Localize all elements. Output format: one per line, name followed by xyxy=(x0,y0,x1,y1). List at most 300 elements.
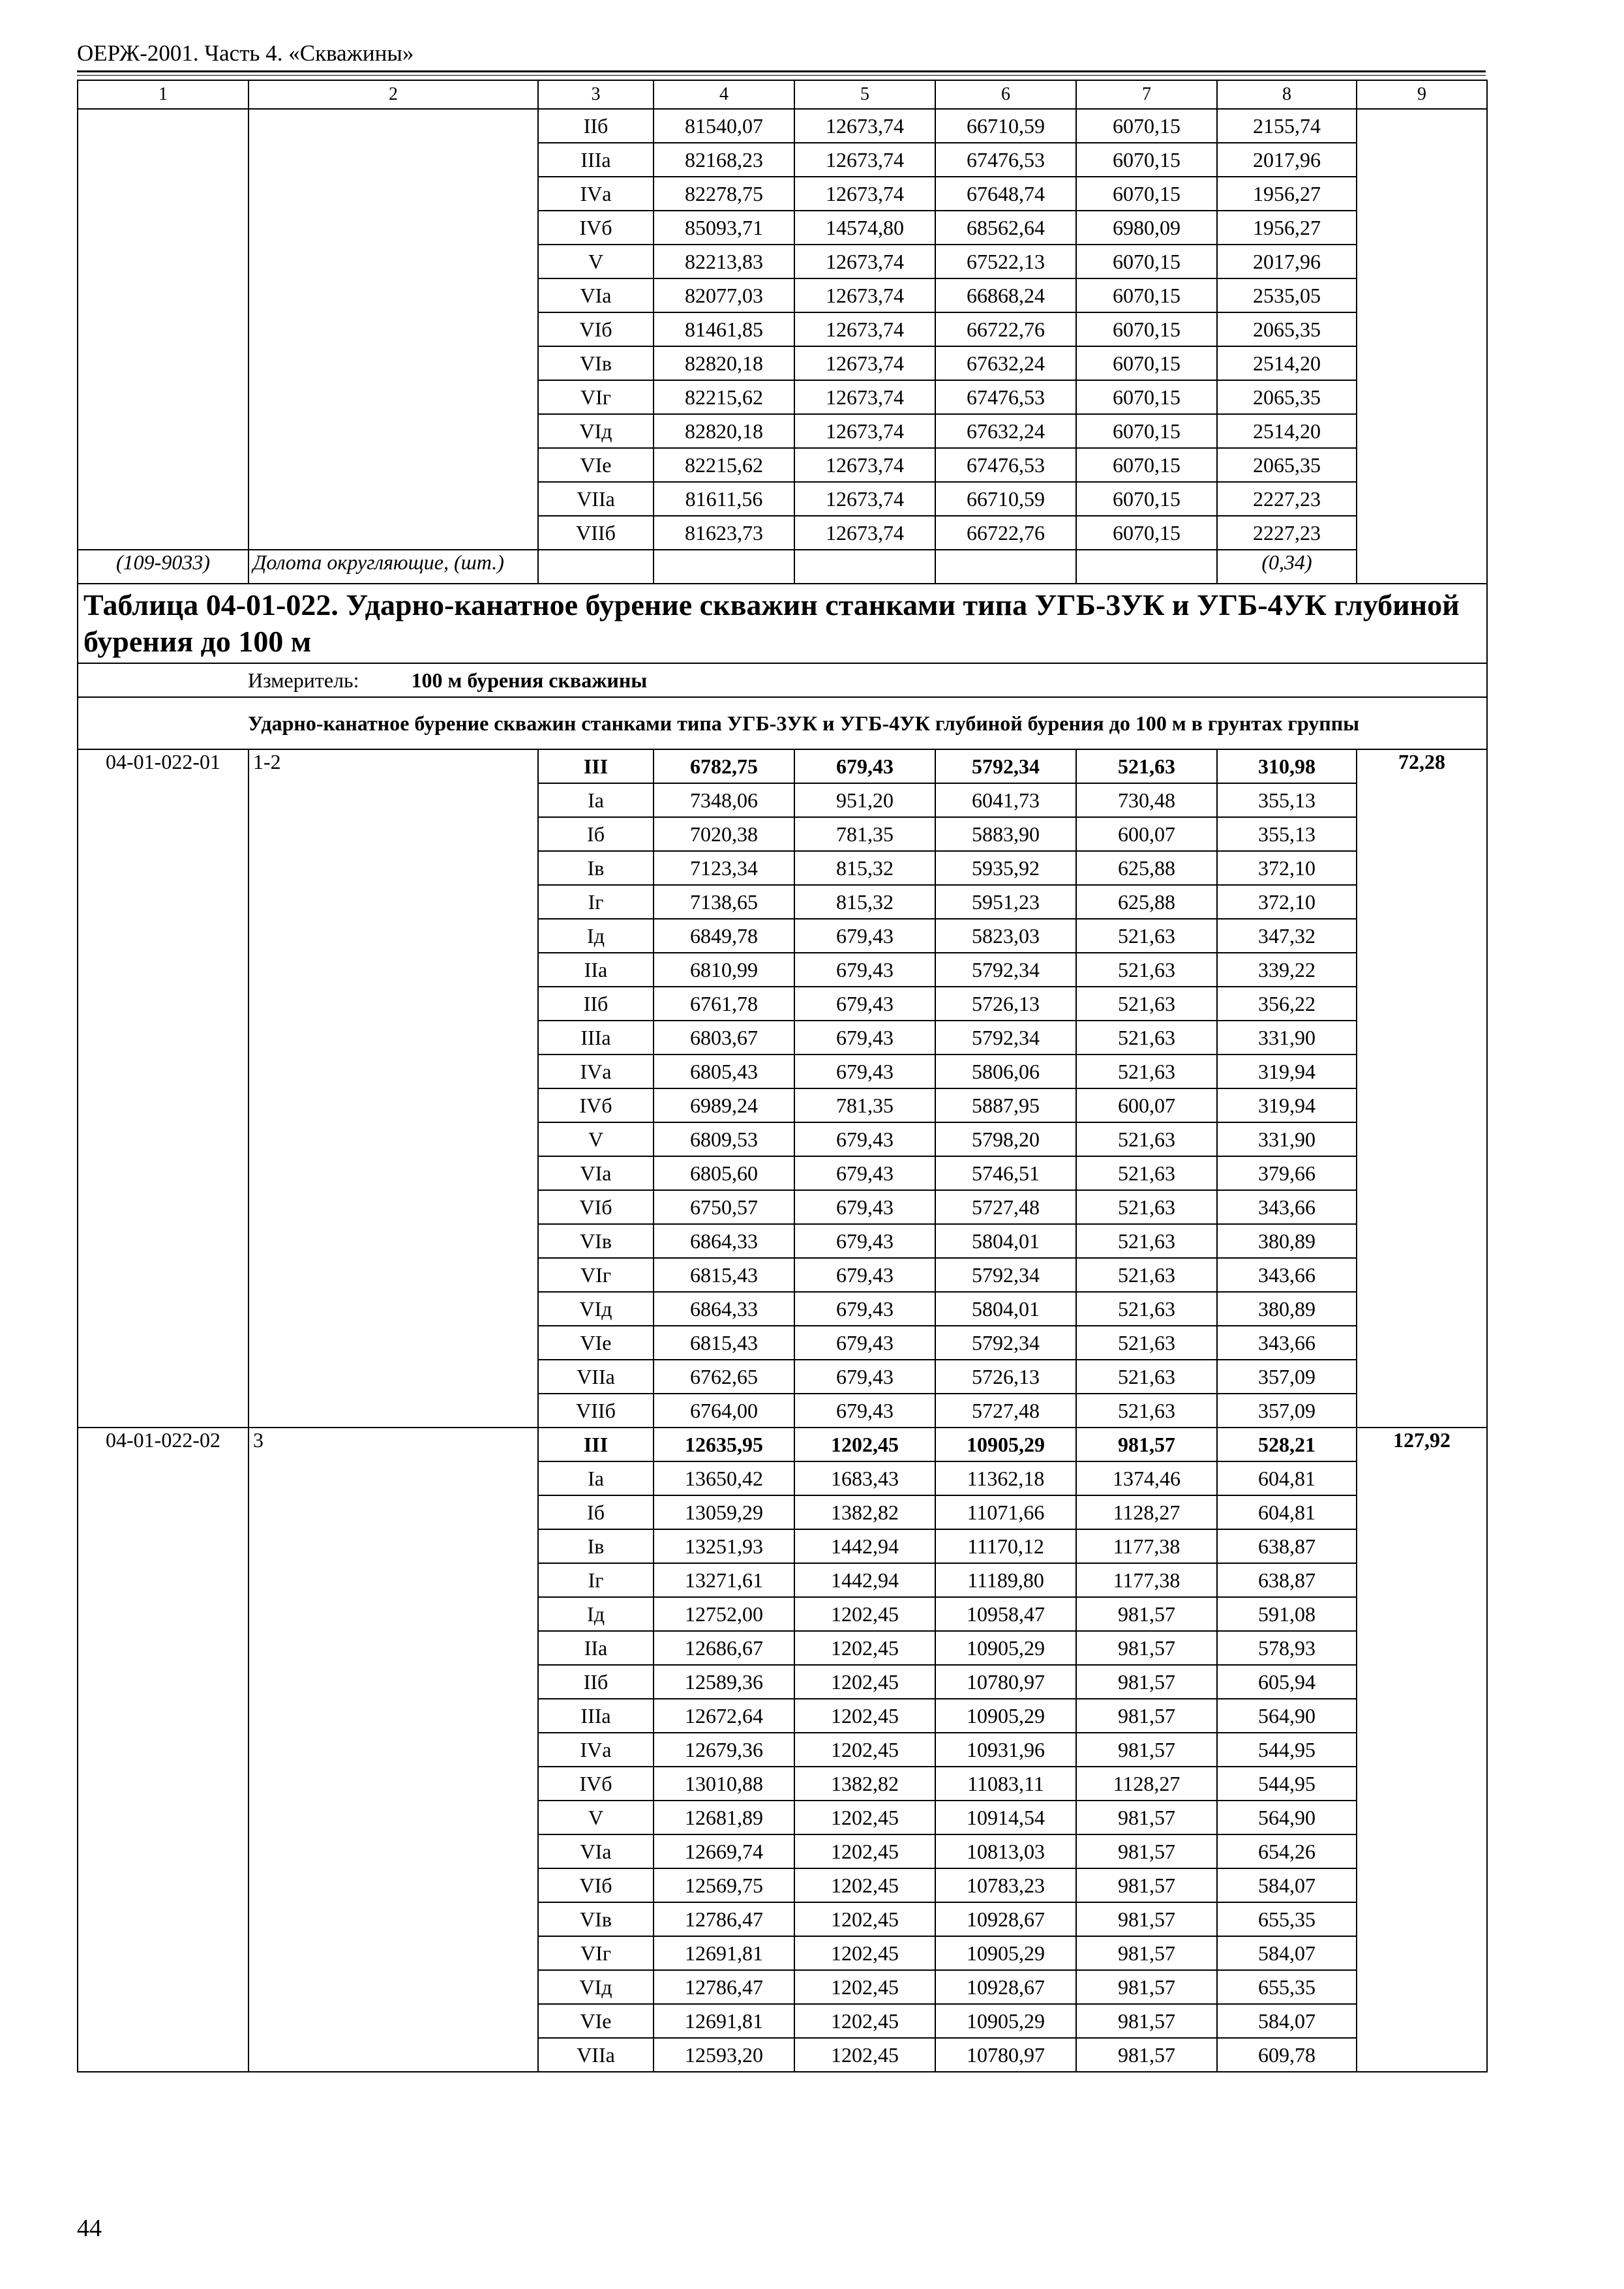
group-cell: VIд xyxy=(538,1292,654,1326)
total-cost-cell: 6782,75 xyxy=(654,749,794,783)
materials-cell: 343,66 xyxy=(1217,1258,1357,1292)
total-cost-cell: 6803,67 xyxy=(654,1021,794,1055)
empty-cell xyxy=(794,550,935,584)
materials-cell: 331,90 xyxy=(1217,1122,1357,1156)
column-number-cell: 9 xyxy=(1357,80,1487,109)
page-number: 44 xyxy=(77,2215,102,2242)
materials-cell: 339,22 xyxy=(1217,953,1357,987)
materials-cell: 355,13 xyxy=(1217,817,1357,851)
group-cell: IVа xyxy=(538,1733,654,1767)
machinists-wages-cell: 981,57 xyxy=(1076,1428,1217,1461)
machinists-wages-cell: 981,57 xyxy=(1076,1631,1217,1665)
machinists-wages-cell: 981,57 xyxy=(1076,1970,1217,2004)
machines-cell: 5727,48 xyxy=(935,1394,1076,1428)
wages-cell: 1202,45 xyxy=(794,1970,935,2004)
total-cost-cell: 12691,81 xyxy=(654,1936,794,1970)
code-cell-empty xyxy=(78,109,248,550)
total-cost-cell: 81611,56 xyxy=(654,482,794,516)
machines-cell: 11362,18 xyxy=(935,1461,1076,1495)
total-cost-cell: 6864,33 xyxy=(654,1224,794,1258)
column-number-row xyxy=(78,80,1487,109)
machines-cell: 5792,34 xyxy=(935,1258,1076,1292)
wages-cell: 1683,43 xyxy=(794,1461,935,1495)
empty-cell xyxy=(538,550,654,584)
machines-cell: 5883,90 xyxy=(935,817,1076,851)
group-cell: Iа xyxy=(538,1461,654,1495)
wages-cell: 12673,74 xyxy=(794,414,935,448)
group-cell: Iг xyxy=(538,1563,654,1597)
total-cost-cell: 81540,07 xyxy=(654,109,794,143)
wages-cell: 679,43 xyxy=(794,1224,935,1258)
group-cell: VIе xyxy=(538,1326,654,1360)
machines-cell: 10905,29 xyxy=(935,1428,1076,1461)
group-cell: IVа xyxy=(538,177,654,211)
group-cell: VIб xyxy=(538,312,654,346)
group-cell: IIа xyxy=(538,1631,654,1665)
machines-cell: 67476,53 xyxy=(935,380,1076,414)
group-cell: Iа xyxy=(538,783,654,817)
machines-cell: 66868,24 xyxy=(935,278,1076,312)
machines-cell: 5726,13 xyxy=(935,1360,1076,1394)
total-cost-cell: 82820,18 xyxy=(654,414,794,448)
machinists-wages-cell: 981,57 xyxy=(1076,2038,1217,2072)
group-cell: VIIб xyxy=(538,516,654,550)
total-cost-cell: 13650,42 xyxy=(654,1461,794,1495)
wages-cell: 1202,45 xyxy=(794,1733,935,1767)
group-cell: VIIа xyxy=(538,2038,654,2072)
materials-cell: 1956,27 xyxy=(1217,211,1357,245)
wages-cell: 679,43 xyxy=(794,953,935,987)
machinists-wages-cell: 1128,27 xyxy=(1076,1767,1217,1801)
machines-cell: 5804,01 xyxy=(935,1292,1076,1326)
wages-cell: 12673,74 xyxy=(794,380,935,414)
col9-cell-empty xyxy=(1357,109,1487,584)
wages-cell: 1202,45 xyxy=(794,1902,935,1936)
materials-cell: 564,90 xyxy=(1217,1801,1357,1834)
group-cell: Iг xyxy=(538,885,654,919)
group-cell: IIIа xyxy=(538,143,654,177)
materials-cell: 638,87 xyxy=(1217,1563,1357,1597)
group-cell: VIе xyxy=(538,448,654,482)
measure-label: Измеритель: xyxy=(248,668,359,692)
wages-cell: 679,43 xyxy=(794,1122,935,1156)
materials-cell: 2227,23 xyxy=(1217,482,1357,516)
materials-cell: 2227,23 xyxy=(1217,516,1357,550)
column-number-cell: 6 xyxy=(935,80,1076,109)
machines-cell: 5792,34 xyxy=(935,953,1076,987)
materials-cell: 544,95 xyxy=(1217,1767,1357,1801)
machinists-wages-cell: 6070,15 xyxy=(1076,482,1217,516)
materials-cell: 356,22 xyxy=(1217,987,1357,1021)
machines-cell: 11083,11 xyxy=(935,1767,1076,1801)
wages-cell: 679,43 xyxy=(794,1156,935,1190)
machines-cell: 10780,97 xyxy=(935,2038,1076,2072)
col9-cell: 72,28 xyxy=(1357,749,1487,1428)
group-cell: VIг xyxy=(538,1258,654,1292)
materials-cell: 544,95 xyxy=(1217,1733,1357,1767)
machines-cell: 6041,73 xyxy=(935,783,1076,817)
wages-cell: 1202,45 xyxy=(794,1631,935,1665)
total-cost-cell: 7138,65 xyxy=(654,885,794,919)
wages-cell: 1202,45 xyxy=(794,1801,935,1834)
name-cell-empty xyxy=(248,109,538,550)
machinists-wages-cell: 981,57 xyxy=(1076,1902,1217,1936)
machinists-wages-cell: 6070,15 xyxy=(1076,143,1217,177)
group-cell: VIв xyxy=(538,1902,654,1936)
group-cell: VIв xyxy=(538,1224,654,1258)
total-cost-cell: 82820,18 xyxy=(654,346,794,380)
total-cost-cell: 6989,24 xyxy=(654,1088,794,1122)
group-cell: V xyxy=(538,1801,654,1834)
wages-cell: 12673,74 xyxy=(794,143,935,177)
group-cell: VIе xyxy=(538,2004,654,2038)
group-cell: VIд xyxy=(538,414,654,448)
materials-cell: 2065,35 xyxy=(1217,312,1357,346)
header-rule-thin xyxy=(77,75,1486,76)
materials-cell: 379,66 xyxy=(1217,1156,1357,1190)
wages-cell: 12673,74 xyxy=(794,177,935,211)
machines-cell: 66710,59 xyxy=(935,109,1076,143)
machines-cell: 11170,12 xyxy=(935,1529,1076,1563)
wages-cell: 679,43 xyxy=(794,1360,935,1394)
machinists-wages-cell: 521,63 xyxy=(1076,749,1217,783)
total-cost-cell: 12593,20 xyxy=(654,2038,794,2072)
item-group-cell: 3 xyxy=(248,1428,538,2072)
total-cost-cell: 12672,64 xyxy=(654,1699,794,1733)
total-cost-cell: 6762,65 xyxy=(654,1360,794,1394)
material-qty-cell: (0,34) xyxy=(1217,550,1357,584)
machinists-wages-cell: 521,63 xyxy=(1076,987,1217,1021)
table-title-row xyxy=(78,584,1487,663)
total-cost-cell: 13010,88 xyxy=(654,1767,794,1801)
materials-cell: 638,87 xyxy=(1217,1529,1357,1563)
machines-cell: 66710,59 xyxy=(935,482,1076,516)
materials-cell: 343,66 xyxy=(1217,1326,1357,1360)
wages-cell: 1202,45 xyxy=(794,1834,935,1868)
materials-cell: 331,90 xyxy=(1217,1021,1357,1055)
machinists-wages-cell: 521,63 xyxy=(1076,1394,1217,1428)
machinists-wages-cell: 6070,15 xyxy=(1076,312,1217,346)
machinists-wages-cell: 521,63 xyxy=(1076,1156,1217,1190)
wages-cell: 679,43 xyxy=(794,919,935,953)
total-cost-cell: 12589,36 xyxy=(654,1665,794,1699)
measure-unit: 100 м бурения скважины xyxy=(411,668,648,692)
group-cell: VIIа xyxy=(538,1360,654,1394)
table-row xyxy=(78,749,1487,783)
machinists-wages-cell: 521,63 xyxy=(1076,1190,1217,1224)
group-cell: VIIб xyxy=(538,1394,654,1428)
machinists-wages-cell: 981,57 xyxy=(1076,1665,1217,1699)
total-cost-cell: 12669,74 xyxy=(654,1834,794,1868)
materials-cell: 2065,35 xyxy=(1217,448,1357,482)
machines-cell: 67522,13 xyxy=(935,245,1076,278)
total-cost-cell: 82278,75 xyxy=(654,177,794,211)
materials-cell: 591,08 xyxy=(1217,1597,1357,1631)
wages-cell: 679,43 xyxy=(794,1326,935,1360)
total-cost-cell: 6805,60 xyxy=(654,1156,794,1190)
materials-cell: 584,07 xyxy=(1217,2004,1357,2038)
wages-cell: 1442,94 xyxy=(794,1563,935,1597)
wages-cell: 1202,45 xyxy=(794,2004,935,2038)
machines-cell: 5951,23 xyxy=(935,885,1076,919)
group-cell: VIг xyxy=(538,380,654,414)
wages-cell: 679,43 xyxy=(794,1190,935,1224)
machines-cell: 10780,97 xyxy=(935,1665,1076,1699)
machinists-wages-cell: 981,57 xyxy=(1076,1699,1217,1733)
wages-cell: 679,43 xyxy=(794,1055,935,1088)
group-cell: VIа xyxy=(538,278,654,312)
machines-cell: 67476,53 xyxy=(935,143,1076,177)
total-cost-cell: 12569,75 xyxy=(654,1868,794,1902)
wages-cell: 12673,74 xyxy=(794,312,935,346)
machines-cell: 5746,51 xyxy=(935,1156,1076,1190)
total-cost-cell: 12786,47 xyxy=(654,1970,794,2004)
group-cell: IIIа xyxy=(538,1699,654,1733)
total-cost-cell: 12786,47 xyxy=(654,1902,794,1936)
group-cell: Iб xyxy=(538,1495,654,1529)
wages-cell: 679,43 xyxy=(794,1292,935,1326)
machinists-wages-cell: 6070,15 xyxy=(1076,380,1217,414)
materials-cell: 604,81 xyxy=(1217,1461,1357,1495)
materials-cell: 2017,96 xyxy=(1217,143,1357,177)
materials-cell: 380,89 xyxy=(1217,1292,1357,1326)
running-header: ОЕРЖ-2001. Часть 4. «Скважины» xyxy=(77,40,414,66)
wages-cell: 1202,45 xyxy=(794,1868,935,1902)
item-code-cell: 04-01-022-02 xyxy=(78,1428,248,2072)
wages-cell: 815,32 xyxy=(794,885,935,919)
group-cell: IIб xyxy=(538,987,654,1021)
materials-cell: 654,26 xyxy=(1217,1834,1357,1868)
group-cell: V xyxy=(538,245,654,278)
materials-cell: 655,35 xyxy=(1217,1902,1357,1936)
machines-cell: 10931,96 xyxy=(935,1733,1076,1767)
machinists-wages-cell: 625,88 xyxy=(1076,851,1217,885)
wages-cell: 679,43 xyxy=(794,987,935,1021)
wages-cell: 1382,82 xyxy=(794,1495,935,1529)
group-cell: IIа xyxy=(538,953,654,987)
material-name-cell: Долота округляющие, (шт.) xyxy=(248,550,538,584)
machines-cell: 11071,66 xyxy=(935,1495,1076,1529)
group-cell: VIв xyxy=(538,346,654,380)
machinists-wages-cell: 521,63 xyxy=(1076,1122,1217,1156)
item-group-cell: 1-2 xyxy=(248,749,538,1428)
total-cost-cell: 13059,29 xyxy=(654,1495,794,1529)
machinists-wages-cell: 625,88 xyxy=(1076,885,1217,919)
column-number-cell: 7 xyxy=(1076,80,1217,109)
machines-cell: 5726,13 xyxy=(935,987,1076,1021)
wages-cell: 1202,45 xyxy=(794,2038,935,2072)
group-cell: III xyxy=(538,749,654,783)
materials-cell: 604,81 xyxy=(1217,1495,1357,1529)
materials-cell: 355,13 xyxy=(1217,783,1357,817)
wages-cell: 679,43 xyxy=(794,1394,935,1428)
machines-cell: 67632,24 xyxy=(935,346,1076,380)
machinists-wages-cell: 6980,09 xyxy=(1076,211,1217,245)
wages-cell: 12673,74 xyxy=(794,482,935,516)
total-cost-cell: 12681,89 xyxy=(654,1801,794,1834)
machinists-wages-cell: 6070,15 xyxy=(1076,245,1217,278)
table-row xyxy=(78,109,1487,143)
total-cost-cell: 6809,53 xyxy=(654,1122,794,1156)
materials-cell: 2155,74 xyxy=(1217,109,1357,143)
wages-cell: 951,20 xyxy=(794,783,935,817)
group-cell: IIб xyxy=(538,109,654,143)
wages-cell: 1202,45 xyxy=(794,1936,935,1970)
machinists-wages-cell: 6070,15 xyxy=(1076,109,1217,143)
materials-cell: 2535,05 xyxy=(1217,278,1357,312)
col9-cell: 127,92 xyxy=(1357,1428,1487,2072)
materials-cell: 357,09 xyxy=(1217,1394,1357,1428)
group-cell: IVа xyxy=(538,1055,654,1088)
machines-cell: 67632,24 xyxy=(935,414,1076,448)
machines-cell: 67648,74 xyxy=(935,177,1076,211)
section-title: Ударно-канатное бурение скважин станками типа УГБ-3УК и УГБ-4УК глубиной бурения до 100 м в грунтах группы xyxy=(78,697,1487,749)
group-cell: Iд xyxy=(538,1597,654,1631)
materials-cell: 380,89 xyxy=(1217,1224,1357,1258)
total-cost-cell: 81623,73 xyxy=(654,516,794,550)
total-cost-cell: 6815,43 xyxy=(654,1258,794,1292)
machinists-wages-cell: 521,63 xyxy=(1076,1326,1217,1360)
materials-cell: 2017,96 xyxy=(1217,245,1357,278)
header-rule xyxy=(77,70,1486,72)
group-cell: VIб xyxy=(538,1190,654,1224)
wages-cell: 1202,45 xyxy=(794,1428,935,1461)
wages-cell: 12673,74 xyxy=(794,278,935,312)
group-cell: IVб xyxy=(538,211,654,245)
total-cost-cell: 12686,67 xyxy=(654,1631,794,1665)
machines-cell: 10813,03 xyxy=(935,1834,1076,1868)
total-cost-cell: 85093,71 xyxy=(654,211,794,245)
machines-cell: 68562,64 xyxy=(935,211,1076,245)
machinists-wages-cell: 981,57 xyxy=(1076,1868,1217,1902)
measure-cell xyxy=(78,663,1487,697)
total-cost-cell: 82215,62 xyxy=(654,380,794,414)
machines-cell: 66722,76 xyxy=(935,312,1076,346)
machinists-wages-cell: 981,57 xyxy=(1076,1936,1217,1970)
wages-cell: 679,43 xyxy=(794,1258,935,1292)
machinists-wages-cell: 521,63 xyxy=(1076,1055,1217,1088)
total-cost-cell: 82168,23 xyxy=(654,143,794,177)
total-cost-cell: 81461,85 xyxy=(654,312,794,346)
column-number-cell: 2 xyxy=(248,80,538,109)
wages-cell: 781,35 xyxy=(794,817,935,851)
total-cost-cell: 6805,43 xyxy=(654,1055,794,1088)
total-cost-cell: 13251,93 xyxy=(654,1529,794,1563)
machines-cell: 5935,92 xyxy=(935,851,1076,885)
materials-cell: 343,66 xyxy=(1217,1190,1357,1224)
total-cost-cell: 7020,38 xyxy=(654,817,794,851)
empty-cell xyxy=(935,550,1076,584)
total-cost-cell: 12635,95 xyxy=(654,1428,794,1461)
measure-row xyxy=(78,663,1487,697)
wages-cell: 1382,82 xyxy=(794,1767,935,1801)
machinists-wages-cell: 521,63 xyxy=(1076,1360,1217,1394)
group-cell: IVб xyxy=(538,1088,654,1122)
group-cell: IIIа xyxy=(538,1021,654,1055)
total-cost-cell: 12679,36 xyxy=(654,1733,794,1767)
wages-cell: 12673,74 xyxy=(794,516,935,550)
total-cost-cell: 6764,00 xyxy=(654,1394,794,1428)
total-cost-cell: 6815,43 xyxy=(654,1326,794,1360)
machinists-wages-cell: 6070,15 xyxy=(1076,414,1217,448)
material-code-cell: (109-9033) xyxy=(78,550,248,584)
machinists-wages-cell: 981,57 xyxy=(1076,1834,1217,1868)
total-cost-cell: 6810,99 xyxy=(654,953,794,987)
machines-cell: 10928,67 xyxy=(935,1902,1076,1936)
machines-cell: 10783,23 xyxy=(935,1868,1076,1902)
machines-cell: 10914,54 xyxy=(935,1801,1076,1834)
machines-cell: 5727,48 xyxy=(935,1190,1076,1224)
machines-cell: 10905,29 xyxy=(935,1699,1076,1733)
machinists-wages-cell: 521,63 xyxy=(1076,1292,1217,1326)
materials-cell: 372,10 xyxy=(1217,885,1357,919)
machines-cell: 5792,34 xyxy=(935,1021,1076,1055)
machinists-wages-cell: 6070,15 xyxy=(1076,278,1217,312)
empty-cell xyxy=(654,550,794,584)
materials-cell: 584,07 xyxy=(1217,1936,1357,1970)
materials-cell: 1956,27 xyxy=(1217,177,1357,211)
machinists-wages-cell: 1177,38 xyxy=(1076,1563,1217,1597)
materials-cell: 578,93 xyxy=(1217,1631,1357,1665)
total-cost-cell: 13271,61 xyxy=(654,1563,794,1597)
materials-cell: 372,10 xyxy=(1217,851,1357,885)
total-cost-cell: 82213,83 xyxy=(654,245,794,278)
group-cell: Iв xyxy=(538,1529,654,1563)
total-cost-cell: 82077,03 xyxy=(654,278,794,312)
wages-cell: 12673,74 xyxy=(794,346,935,380)
materials-cell: 564,90 xyxy=(1217,1699,1357,1733)
wages-cell: 12673,74 xyxy=(794,448,935,482)
machines-cell: 5804,01 xyxy=(935,1224,1076,1258)
total-cost-cell: 12752,00 xyxy=(654,1597,794,1631)
group-cell: VIа xyxy=(538,1834,654,1868)
group-cell: Iб xyxy=(538,817,654,851)
group-cell: V xyxy=(538,1122,654,1156)
wages-cell: 679,43 xyxy=(794,749,935,783)
section-title-row xyxy=(78,697,1487,749)
machinists-wages-cell: 981,57 xyxy=(1076,1733,1217,1767)
machinists-wages-cell: 981,57 xyxy=(1076,1597,1217,1631)
total-cost-cell: 6750,57 xyxy=(654,1190,794,1224)
machinists-wages-cell: 6070,15 xyxy=(1076,346,1217,380)
machinists-wages-cell: 1128,27 xyxy=(1076,1495,1217,1529)
machinists-wages-cell: 600,07 xyxy=(1076,817,1217,851)
wages-cell: 1442,94 xyxy=(794,1529,935,1563)
machines-cell: 10905,29 xyxy=(935,2004,1076,2038)
group-cell: IIб xyxy=(538,1665,654,1699)
machines-cell: 5798,20 xyxy=(935,1122,1076,1156)
column-number-cell: 1 xyxy=(78,80,248,109)
machinists-wages-cell: 1374,46 xyxy=(1076,1461,1217,1495)
group-cell: Iд xyxy=(538,919,654,953)
wages-cell: 14574,80 xyxy=(794,211,935,245)
machines-cell: 10905,29 xyxy=(935,1631,1076,1665)
column-number-cell: 8 xyxy=(1217,80,1357,109)
materials-cell: 655,35 xyxy=(1217,1970,1357,2004)
machines-cell: 5806,06 xyxy=(935,1055,1076,1088)
machines-cell: 67476,53 xyxy=(935,448,1076,482)
machines-cell: 5792,34 xyxy=(935,1326,1076,1360)
group-cell: III xyxy=(538,1428,654,1461)
group-cell: VIб xyxy=(538,1868,654,1902)
total-cost-cell: 12691,81 xyxy=(654,2004,794,2038)
machinists-wages-cell: 521,63 xyxy=(1076,953,1217,987)
machinists-wages-cell: 6070,15 xyxy=(1076,177,1217,211)
machines-cell: 11189,80 xyxy=(935,1563,1076,1597)
materials-cell: 319,94 xyxy=(1217,1088,1357,1122)
item-code-cell: 04-01-022-01 xyxy=(78,749,248,1428)
machinists-wages-cell: 600,07 xyxy=(1076,1088,1217,1122)
